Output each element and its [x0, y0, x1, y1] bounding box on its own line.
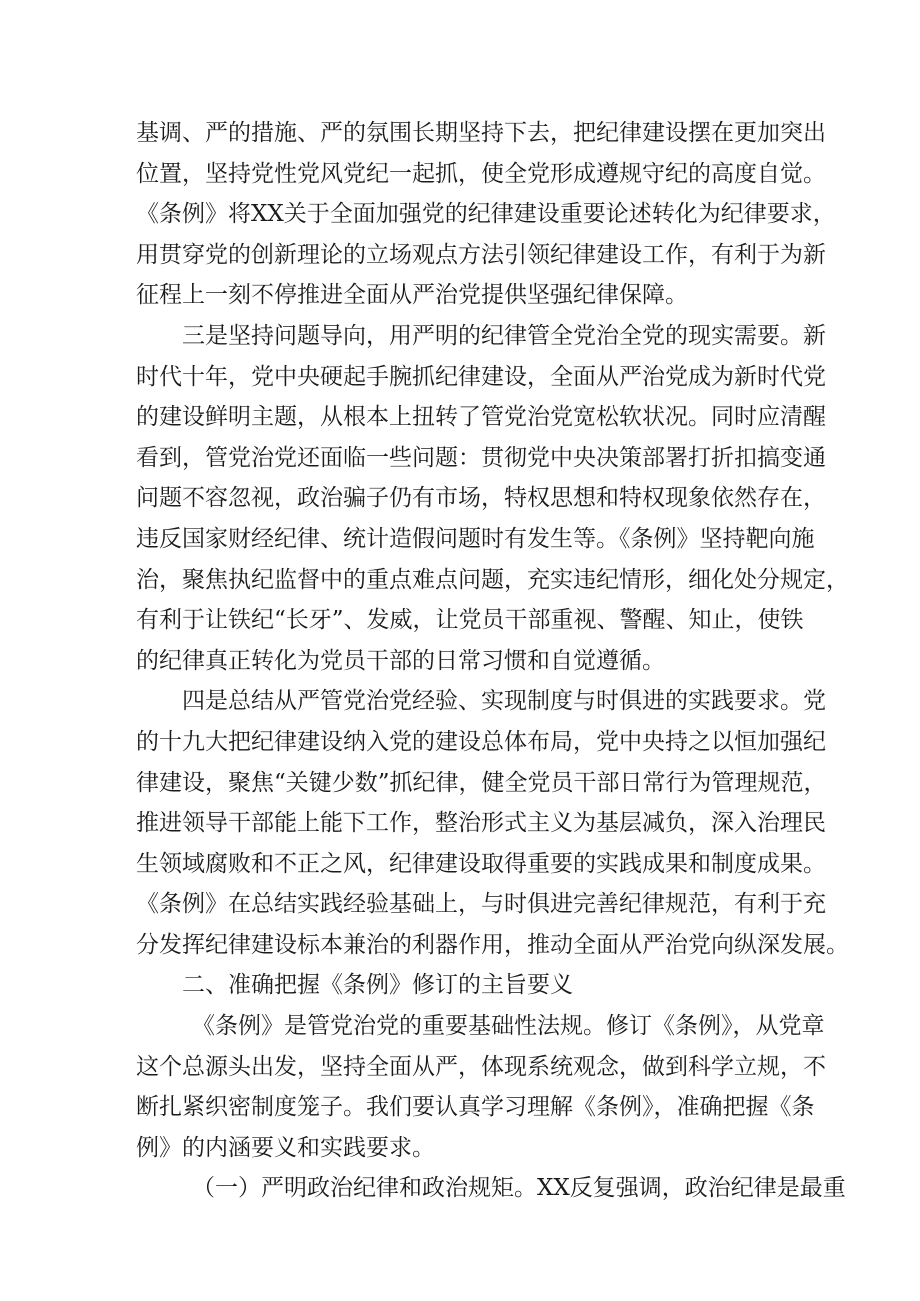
text-line: 用贯穿党的创新理论的立场观点方法引领纪律建设工作，有利于为新 [136, 241, 826, 268]
text-line: 看到，管党治党还面临一些问题：贯彻党中央决策部署打折扣搞变通 [136, 444, 826, 471]
text-line: 基调、严的措施、严的氛围长期坚持下去，把纪律建设摆在更加突出 [136, 120, 826, 146]
text-line: 的纪律真正转化为党员干部的日常习惯和自觉遵循。 [136, 647, 665, 674]
text-line: 《条例》将XX关于全面加强党的纪律建设重要论述转化为纪律要求， [136, 201, 836, 228]
text-line: 违反国家财经纪律、统计造假问题时有发生等。《条例》坚持靶向施 [136, 525, 815, 552]
text-line: 断扎紧织密制度笼子。我们要认真学习理解《条例》，准确把握《条 [136, 1094, 815, 1121]
text-line: 推进领导干部能上能下工作，整治形式主义为基层减负，深入治理民 [136, 810, 826, 837]
paragraph-start-line: 《条例》是管党治党的重要基础性法规。修订《条例》，从党章 [192, 1013, 825, 1040]
paragraph-start-line: 四是总结从严管党治党经验、实现制度与时俱进的实践要求。党 [182, 688, 826, 715]
text-line: 律建设，聚焦“关键少数”抓纪律，健全党员干部日常行为管理规范， [136, 769, 827, 796]
text-line: 问题不容忽视，政治骗子仍有市场，特权思想和特权现象依然存在， [136, 485, 826, 512]
text-line: 这个总源头出发，坚持全面从严，体现系统观念，做到科学立规，不 [136, 1053, 826, 1080]
text-line: 有利于让铁纪“长牙”、发威，让党员干部重视、警醒、知止，使铁 [136, 607, 804, 634]
text-line: 的建设鲜明主题，从根本上扭转了管党治党宽松软状况。同时应清醒 [136, 404, 826, 431]
paragraph-start-line: 三是坚持问题导向，用严明的纪律管全党治全党的现实需要。新 [182, 322, 826, 349]
section-heading: 二、准确把握《条例》修订的主旨要义 [182, 972, 573, 999]
body-text [136, 113, 849, 1209]
text-line: 治，聚焦执纪监督中的重点难点问题，充实违纪情形，细化处分规定， [136, 566, 849, 593]
text-line: 生领域腐败和不正之风，纪律建设取得重要的实践成果和制度成果。 [136, 850, 826, 877]
subsection-heading-line: （一）严明政治纪律和政治规矩。XX反复强调，政治纪律是最重 [192, 1175, 846, 1202]
text-line: 《条例》在总结实践经验基础上，与时俱进完善纪律规范，有利于充 [136, 891, 826, 918]
text-line: 位置，坚持党性党风党纪一起抓，使全党形成遵规守纪的高度自觉。 [136, 160, 826, 187]
text-line: 分发挥纪律建设标本兼治的利器作用，推动全面从严治党向纵深发展。 [136, 931, 849, 958]
text-line: 时代十年，党中央硬起手腕抓纪律建设，全面从严治党成为新时代党 [136, 363, 826, 390]
text-line: 的十九大把纪律建设纳入党的建设总体布局，党中央持之以恒加强纪 [136, 728, 826, 755]
text-line: 例》的内涵要义和实践要求。 [136, 1134, 435, 1161]
text-line: 征程上一刻不停推进全面从严治党提供坚强纪律保障。 [136, 282, 688, 309]
